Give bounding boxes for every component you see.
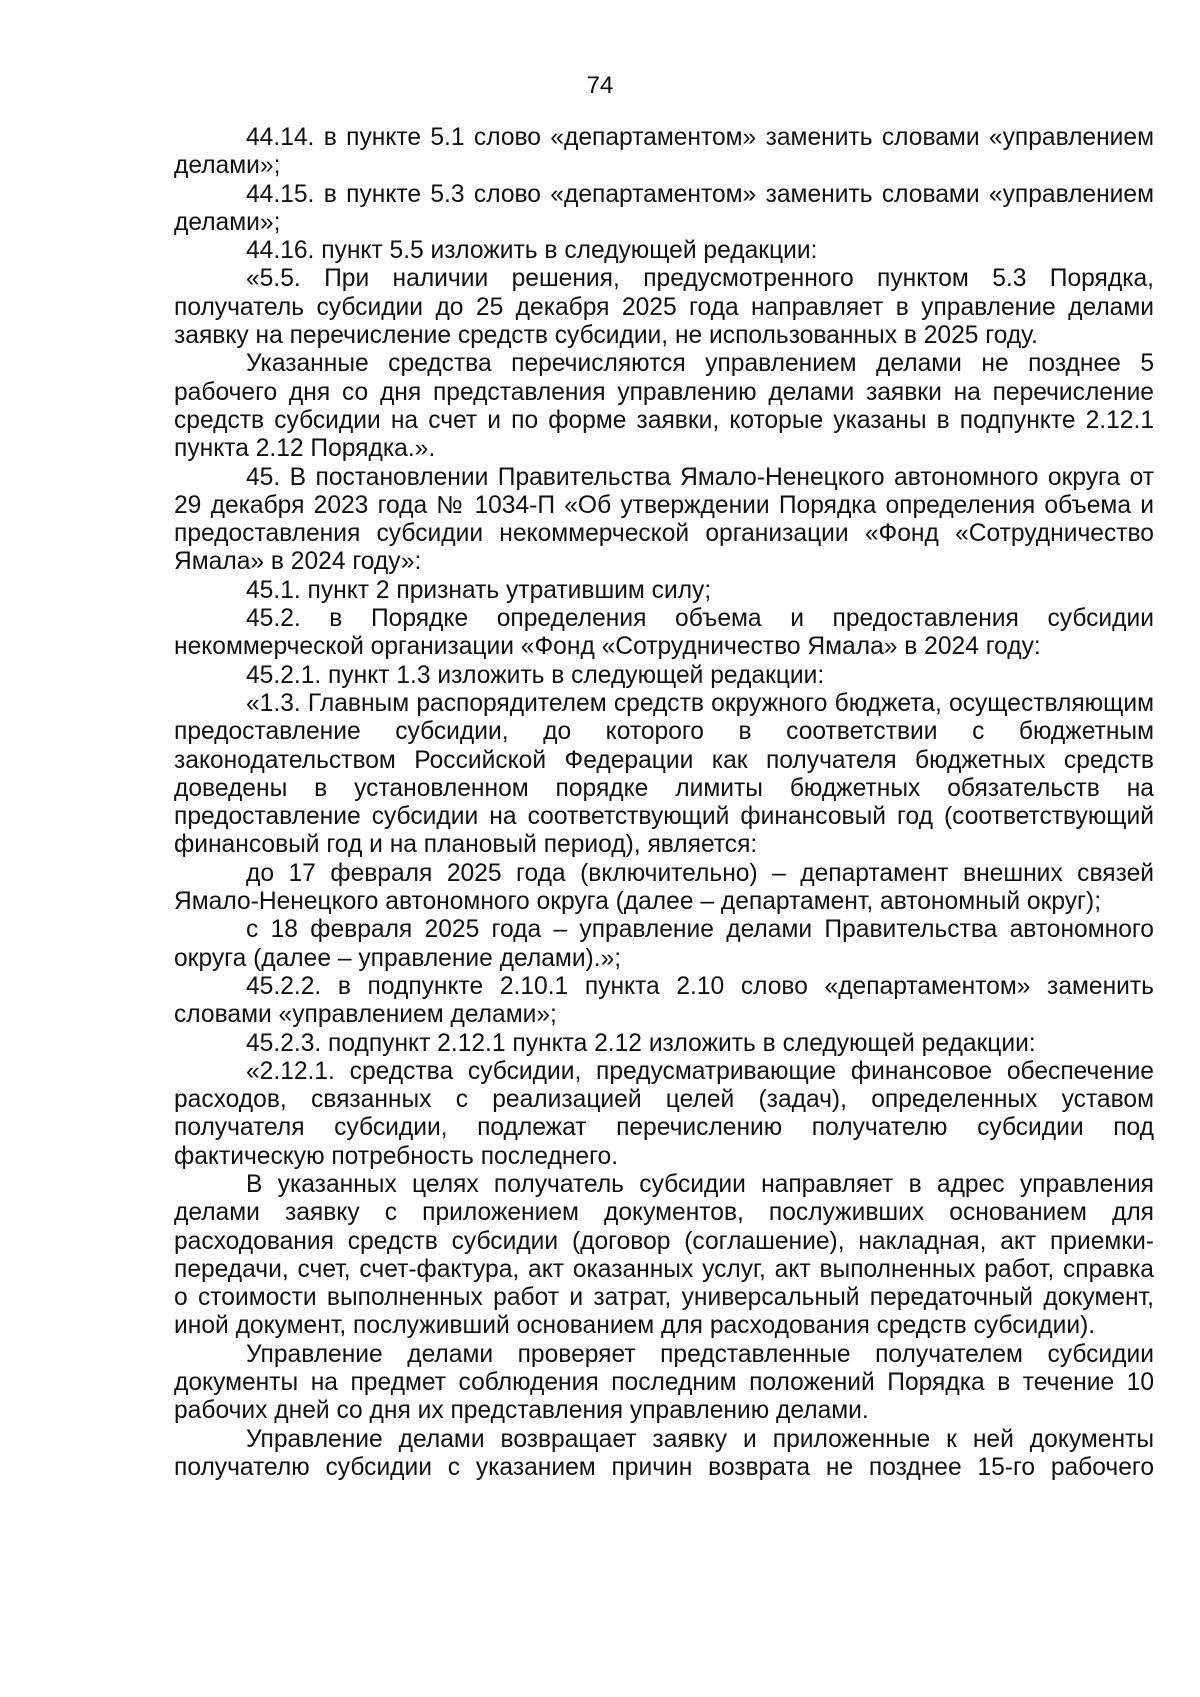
paragraph: «1.3. Главным распорядителем средств окружного бюджета, осуществляющим предоставление субсидии, до которого в соответствии с бюджетным законодательством Российской Федерации как получателя бюджетных средств доведены в установленном порядке лимиты бюджетных обязательств на предоставление субсидии на соответствующий финансовый год (соответствующий финансовый год и на плановый период), является: (174, 689, 1154, 859)
paragraph: Указанные средства перечисляются управлением делами не позднее 5 рабочего дня со дня представления управлению делами заявки на перечисление средств субсидии на счет и по форме заявки, которые указаны в подпункте 2.12.1 пункта 2.12 Порядка.». (174, 350, 1154, 463)
paragraph: В указанных целях получатель субсидии направляет в адрес управления делами заявку с приложением документов, послуживших основанием для расходования средств субсидии (договор (соглашение), накладная, акт приемки-передачи, счет, счет-фактура, акт оказанных услуг, акт выполненных работ, справка о стоимости выполненных работ и затрат, универсальный передаточный документ, иной документ, послуживший основанием для расходования средств субсидии). (174, 1170, 1154, 1340)
paragraph: 45.2.2. в подпункте 2.10.1 пункта 2.10 слово «департаментом» заменить словами «управлением делами»; (174, 972, 1154, 1029)
paragraph: 45.2.3. подпункт 2.12.1 пункта 2.12 изложить в следующей редакции: (246, 1029, 1036, 1057)
paragraph: 45.2. в Порядке определения объема и предоставления субсидии некоммерческой организации «Фонд «Сотрудничество Ямала» в 2024 году: (174, 605, 1154, 661)
paragraph: 44.16. пункт 5.5 изложить в следующей редакции: (246, 237, 818, 265)
paragraph: 45. В постановлении Правительства Ямало-Ненецкого автономного округа от 29 декабря 2023 года № 1034-П «Об утверждении Порядка определения объема и предоставления субсидии некоммерческой организации «Фонд «Сотрудничество Ямала» в 2024 году»: (174, 463, 1154, 576)
paragraph: 44.14. в пункте 5.1 слово «департаментом» заменить словами «управлением делами»; (174, 124, 1154, 180)
paragraph: с 18 февраля 2025 года – управление делами Правительства автономного округа (далее – управление делами).»; (174, 916, 1154, 972)
paragraph: 45.1. пункт 2 признать утратившим силу; (246, 576, 712, 604)
paragraph: Управление делами проверяет представленные получателем субсидии документы на предмет соблюдения последним положений Порядка в течение 10 рабочих дней со дня их представления управлению делами. (174, 1340, 1154, 1425)
paragraph: до 17 февраля 2025 года (включительно) – департамент внешних связей Ямало-Ненецкого автономного округа (далее – департамент, автономный округ); (174, 859, 1154, 916)
document-body (174, 124, 1154, 1482)
page-number: 74 (586, 72, 614, 99)
paragraph: «5.5. При наличии решения, предусмотренного пунктом 5.3 Порядка, получатель субсидии до 25 декабря 2025 года направляет в управление делами заявку на перечисление средств субсидии, не использованных в 2025 году. (174, 265, 1154, 350)
paragraph: «2.12.1. средства субсидии, предусматривающие финансовое обеспечение расходов, связанных с реализацией целей (задач), определенных уставом получателя субсидии, подлежат перечислению получателю субсидии под фактическую потребность последнего. (174, 1057, 1154, 1170)
paragraph: 45.2.1. пункт 1.3 изложить в следующей редакции: (246, 661, 825, 689)
paragraph: 44.15. в пункте 5.3 слово «департаментом» заменить словами «управлением делами»; (174, 180, 1154, 236)
paragraph: Управление делами возвращает заявку и приложенные к ней документы получателю субсидии с указанием причин возврата не позднее 15-го рабочего (174, 1425, 1154, 1481)
